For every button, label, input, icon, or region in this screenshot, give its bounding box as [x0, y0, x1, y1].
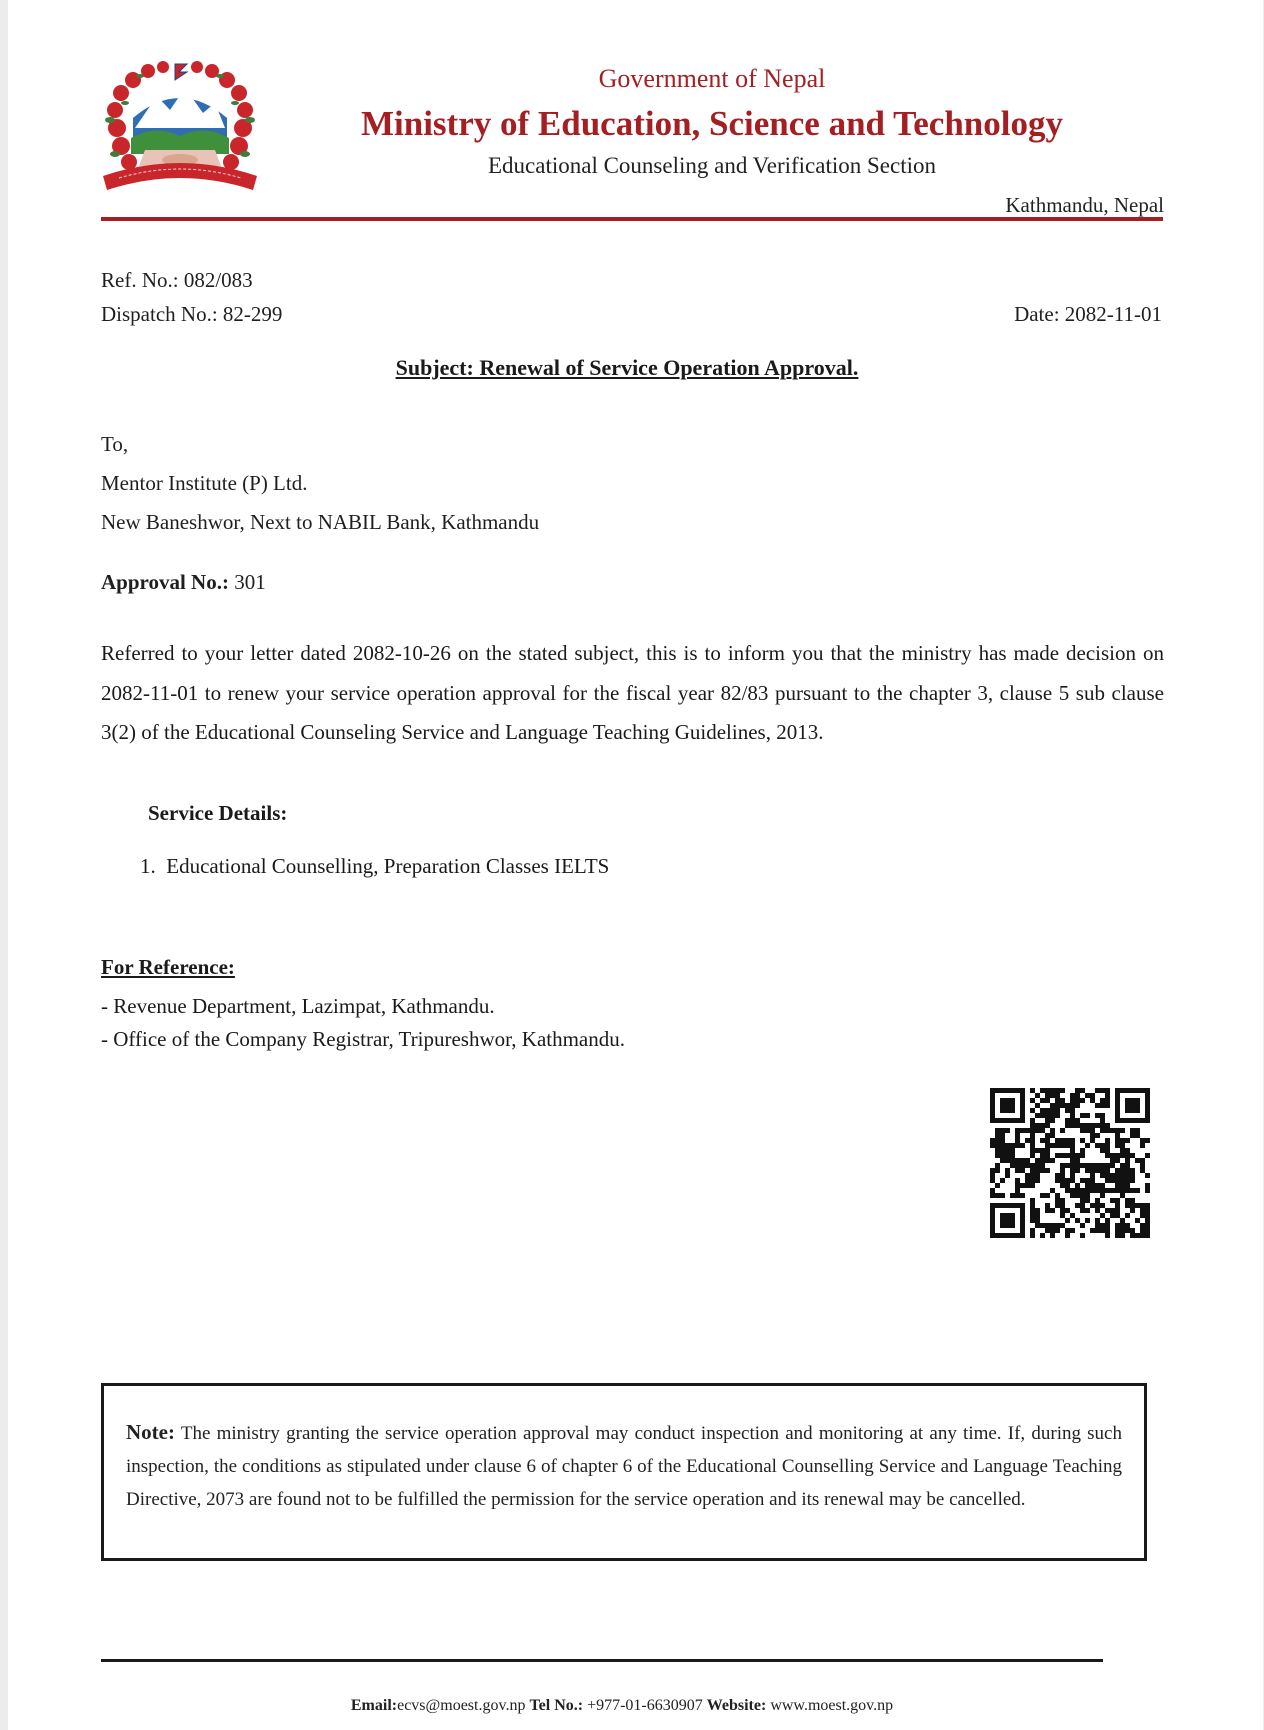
subject-line: Subject: Renewal of Service Operation Approval. — [395, 355, 859, 380]
header-divider — [101, 217, 1163, 221]
note-label: Note: — [126, 1420, 175, 1444]
service-details-heading: Service Details: — [148, 801, 288, 825]
recipient-salutation: To, — [101, 432, 129, 456]
recipient-address: New Baneshwor, Next to NABIL Bank, Kathmandu — [101, 510, 540, 534]
government-title: Government of Nepal — [598, 64, 826, 93]
header-location: Kathmandu, Nepal — [1005, 193, 1164, 217]
footer-email[interactable]: ecvs@moest.gov.np — [397, 1697, 526, 1714]
qr-code-icon — [990, 1087, 1150, 1239]
footer-web[interactable]: www.moest.gov.np — [766, 1697, 894, 1714]
approval-value: 301 — [228, 570, 266, 594]
section-title: Educational Counseling and Verification Section — [488, 153, 936, 178]
service-item: 1. Educational Counselling, Preparation Classes IELTS — [140, 854, 610, 878]
footer-tel: +977-01-6630907 — [583, 1697, 707, 1714]
footer-divider — [101, 1659, 1103, 1662]
reference-item: - Revenue Department, Lazimpat, Kathmandu. — [101, 994, 495, 1018]
note-text: The ministry granting the service operation approval may conduct inspection and monitoring at any time. If, during such inspection, the conditions as stipulated under clause 6 of chapter 6 of the Educational Counselling Service and Language Teaching Directive, 2073 are found not to be fulfilled the permission for the service operation and its renewal may be cancelled. — [126, 1423, 1122, 1510]
note-box — [101, 1383, 1147, 1561]
ministry-title: Ministry of Education, Science and Technology — [360, 104, 1064, 143]
for-reference-heading: For Reference: — [101, 955, 235, 979]
dispatch-number: Dispatch No.: 82-299 — [101, 302, 283, 326]
approval-label: Approval No.: — [101, 570, 229, 594]
footer-tel-label: Tel No.: — [529, 1697, 584, 1714]
approval-number — [101, 570, 266, 595]
reference-number: Ref. No.: 082/083 — [101, 268, 253, 292]
footer-contact — [0, 1697, 1264, 1715]
footer-email-label: Email: — [350, 1697, 398, 1714]
footer-web-label: Website: — [706, 1697, 767, 1714]
reference-item: - Office of the Company Registrar, Tripureshwor, Kathmandu. — [101, 1027, 626, 1051]
recipient-name: Mentor Institute (P) Ltd. — [101, 471, 308, 495]
letter-body: Referred to your letter dated 2082-10-26 on the stated subject, this is to inform you that the ministry has made decision on 2082-11-01 to renew your service operation approval for the fiscal year 82/83 pursuant to the chapter 3, clause 5 sub clause 3(2) of the Educational Counseling Service and Language Teaching Guidelines, 2013. — [101, 641, 1164, 744]
letter-date: Date: 2082-11-01 — [1014, 302, 1162, 326]
